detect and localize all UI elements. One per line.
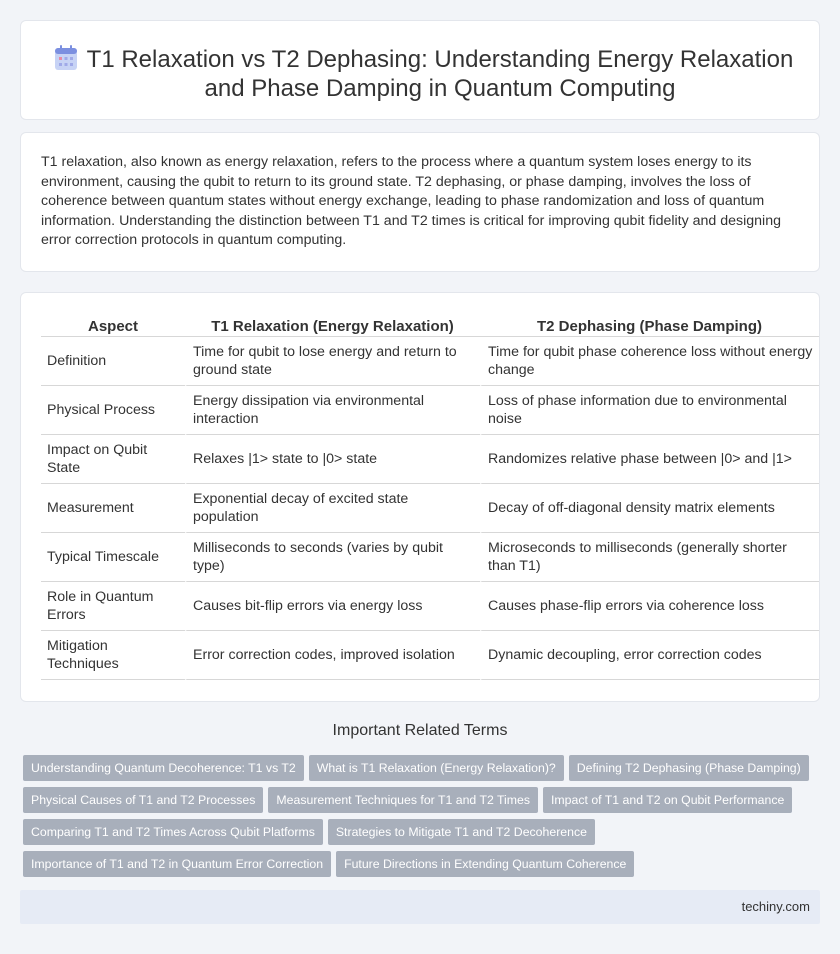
tag-row (23, 755, 823, 787)
footer-site-link[interactable]: techiny.com (741, 899, 810, 914)
row-aspect: Measurement (41, 484, 185, 533)
table-row (41, 484, 819, 533)
row-aspect: Typical Timescale (41, 533, 185, 582)
table-row (41, 631, 819, 680)
row-t2: Loss of phase information due to environmental noise (480, 386, 819, 435)
row-t1: Energy dissipation via environmental interaction (185, 386, 480, 435)
row-aspect: Physical Process (41, 386, 185, 435)
row-t2: Causes phase-flip errors via coherence loss (480, 582, 819, 631)
title-card (20, 20, 820, 120)
table-row (41, 337, 819, 386)
tag-row (23, 787, 823, 819)
row-t1: Error correction codes, improved isolation (185, 631, 480, 680)
row-t1: Causes bit-flip errors via energy loss (185, 582, 480, 631)
related-term-link[interactable]: Physical Causes of T1 and T2 Processes (23, 787, 263, 813)
row-t2: Decay of off-diagonal density matrix elements (480, 484, 819, 533)
intro-card (20, 132, 820, 272)
tag-row (23, 851, 823, 883)
header-t1: T1 Relaxation (Energy Relaxation) (185, 317, 480, 337)
header-aspect: Aspect (41, 317, 185, 337)
row-aspect: Mitigation Techniques (41, 631, 185, 680)
related-term-link[interactable]: Comparing T1 and T2 Times Across Qubit Platforms (23, 819, 323, 845)
row-t1: Milliseconds to seconds (varies by qubit type) (185, 533, 480, 582)
related-term-link[interactable]: Defining T2 Dephasing (Phase Damping) (569, 755, 809, 781)
related-term-link[interactable]: Importance of T1 and T2 in Quantum Error Correction (23, 851, 331, 877)
table-row (41, 386, 819, 435)
related-term-link[interactable]: Measurement Techniques for T1 and T2 Times (268, 787, 538, 813)
row-t2: Time for qubit phase coherence loss without energy change (480, 337, 819, 386)
related-term-link[interactable]: Strategies to Mitigate T1 and T2 Decoherence (328, 819, 595, 845)
row-t2: Randomizes relative phase between |0> and |1> (480, 435, 819, 484)
row-aspect: Role in Quantum Errors (41, 582, 185, 631)
related-term-link[interactable]: Understanding Quantum Decoherence: T1 vs T2 (23, 755, 304, 781)
header-t2: T2 Dephasing (Phase Damping) (480, 317, 819, 337)
row-t1: Time for qubit to lose energy and return to ground state (185, 337, 480, 386)
comparison-table (41, 317, 819, 680)
tag-row (23, 819, 823, 851)
intro-paragraph: T1 relaxation, also known as energy relaxation, refers to the process where a quantum system loses energy to its environment, causing the qubit to return to its ground state. T2 dephasing, or phase damping, involves the loss of coherence between quantum states without energy exchange, leading to phase randomization and loss of quantum information. Understanding the distinction between T1 and T2 times is critical for improving qubit fidelity and designing error correction protocols in quantum computing. (41, 154, 781, 248)
footer (20, 890, 820, 924)
related-terms-title: Important Related Terms (332, 722, 508, 739)
comparison-table-card (20, 292, 820, 702)
table-row (41, 582, 819, 631)
row-t2: Dynamic decoupling, error correction codes (480, 631, 819, 680)
related-term-link[interactable]: Future Directions in Extending Quantum Coherence (336, 851, 634, 877)
related-term-link[interactable]: What is T1 Relaxation (Energy Relaxation)? (309, 755, 564, 781)
related-term-link[interactable]: Impact of T1 and T2 on Qubit Performance (543, 787, 792, 813)
row-aspect: Definition (41, 337, 185, 386)
row-t1: Relaxes |1> state to |0> state (185, 435, 480, 484)
page-title: T1 Relaxation vs T2 Dephasing: Understanding Energy Relaxation and Phase Damping in Quantum Computing (86, 46, 794, 102)
row-t1: Exponential decay of excited state population (185, 484, 480, 533)
row-aspect: Impact on Qubit State (41, 435, 185, 484)
table-row (41, 533, 819, 582)
table-header-row (41, 317, 819, 337)
table-row (41, 435, 819, 484)
row-t2: Microseconds to milliseconds (generally shorter than T1) (480, 533, 819, 582)
related-terms-list (23, 755, 823, 883)
